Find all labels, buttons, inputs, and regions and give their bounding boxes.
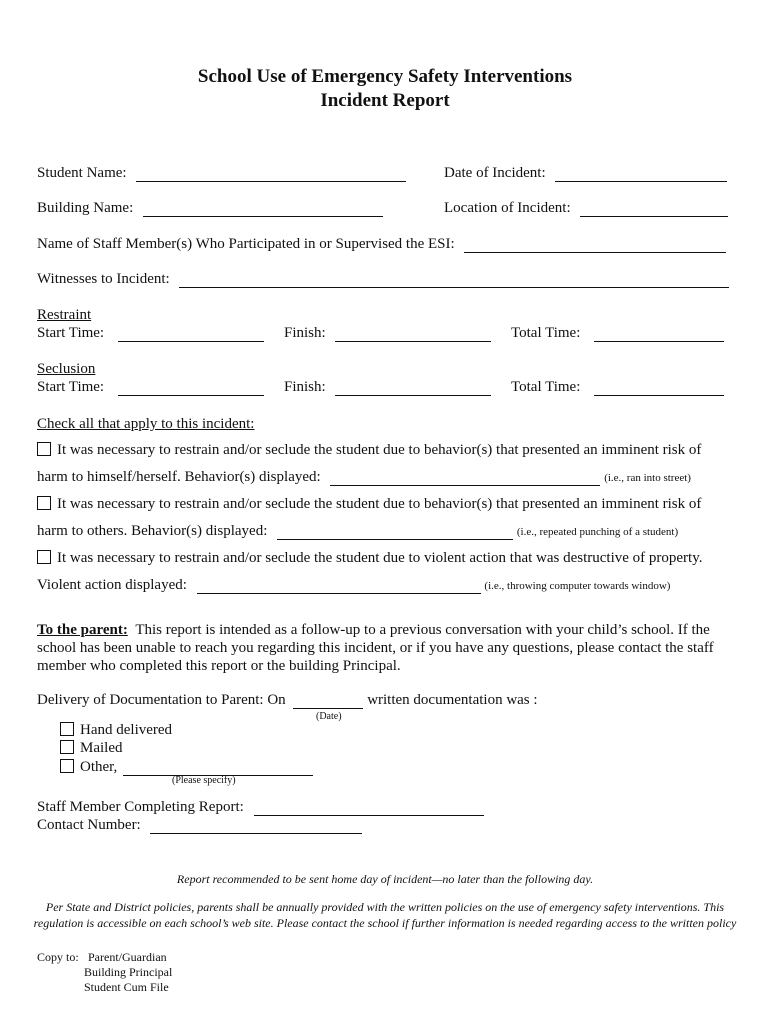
seclusion-start-label: Start Time: — [37, 379, 105, 395]
hand-delivered-label: Hand delivered — [80, 722, 173, 738]
delivery-option-mailed — [60, 740, 123, 757]
delivery-option-other — [60, 759, 313, 776]
staff-members-input[interactable] — [464, 238, 726, 253]
copy-to-label: Copy to: — [37, 950, 79, 964]
seclusion-total-label: Total Time: — [511, 379, 581, 395]
student-name-input[interactable] — [136, 167, 406, 182]
date-of-incident-row — [444, 165, 727, 182]
restraint-finish-row — [284, 325, 491, 342]
recommend-note: Report recommended to be sent home day of incident—no later than the following day. — [176, 872, 594, 886]
location-input[interactable] — [580, 202, 728, 217]
seclusion-finish-label: Finish: — [284, 379, 326, 395]
witnesses-input[interactable] — [179, 273, 729, 288]
check-item-harm-others — [37, 496, 701, 513]
building-name-label: Building Name: — [37, 200, 134, 216]
seclusion-start-input[interactable] — [118, 381, 264, 396]
seclusion-finish-input[interactable] — [335, 381, 491, 396]
delivery-row — [37, 692, 538, 709]
copy-recipient-parent: Parent/Guardian — [88, 950, 167, 964]
other-specify-hint: (Please specify) — [172, 775, 236, 786]
other-specify-input[interactable] — [123, 761, 313, 776]
parent-notice-text: This report is intended as a follow-up to a previous conversation with your child’s school. If the school has been unable to reach you regarding this incident, or if you have any questions, please contact the staff member who completed this report or the building Principal. — [37, 622, 714, 674]
seclusion-total-input[interactable] — [594, 381, 724, 396]
seclusion-finish-row — [284, 379, 491, 396]
location-row — [444, 200, 728, 217]
parent-notice-label: To the parent: — [37, 622, 128, 638]
harm-others-example: (i.e., repeated punching of a student) — [516, 526, 679, 538]
self-harm-behavior-row — [37, 469, 691, 486]
harm-others-behavior-row — [37, 523, 678, 540]
contact-number-input[interactable] — [150, 819, 362, 834]
self-harm-behavior-input[interactable] — [330, 471, 600, 486]
seclusion-start-row — [37, 379, 264, 396]
staff-members-label: Name of Staff Member(s) Who Participated in or Supervised the ESI: — [37, 236, 455, 252]
delivery-date-hint: (Date) — [316, 711, 342, 722]
violent-action-row — [37, 577, 670, 594]
restraint-total-label: Total Time: — [511, 325, 581, 341]
staff-completing-label: Staff Member Completing Report: — [37, 799, 244, 815]
violent-action-example: (i.e., throwing computer towards window) — [484, 580, 671, 592]
restraint-finish-input[interactable] — [335, 327, 491, 342]
delivery-label: Delivery of Documentation to Parent: On — [37, 692, 286, 708]
mailed-label: Mailed — [80, 740, 123, 756]
building-name-row — [37, 200, 383, 217]
check-item-property — [37, 550, 703, 567]
seclusion-total-row — [511, 379, 724, 396]
building-name-input[interactable] — [143, 202, 383, 217]
staff-completing-input[interactable] — [254, 801, 484, 816]
form-title: School Use of Emergency Safety Interventions — [197, 66, 573, 87]
violent-action-input[interactable] — [197, 579, 481, 594]
contact-number-row — [37, 817, 362, 834]
harm-others-checkbox[interactable] — [37, 496, 51, 510]
check-item-self-harm — [37, 442, 701, 459]
self-harm-behavior-label: harm to himself/herself. Behavior(s) displayed: — [37, 469, 321, 485]
self-harm-text: It was necessary to restrain and/or seclude the student due to behavior(s) that presented an imminent risk of — [57, 442, 702, 458]
delivery-option-hand — [60, 722, 172, 739]
hand-delivered-checkbox[interactable] — [60, 722, 74, 736]
student-name-label: Student Name: — [37, 165, 127, 181]
restraint-start-input[interactable] — [118, 327, 264, 342]
witnesses-row — [37, 271, 729, 288]
copy-recipient-cum-file: Student Cum File — [84, 980, 169, 994]
seclusion-heading: Seclusion — [37, 361, 96, 377]
copy-recipient-principal: Building Principal — [84, 965, 173, 979]
witnesses-label: Witnesses to Incident: — [37, 271, 170, 287]
mailed-checkbox[interactable] — [60, 740, 74, 754]
violent-action-label: Violent action displayed: — [37, 577, 187, 593]
form-subtitle: Incident Report — [320, 90, 450, 111]
student-name-row — [37, 165, 406, 182]
date-of-incident-input[interactable] — [555, 167, 727, 182]
property-text: It was necessary to restrain and/or seclude the student due to violent action that was destructive of property. — [57, 550, 703, 566]
self-harm-checkbox[interactable] — [37, 442, 51, 456]
restraint-finish-label: Finish: — [284, 325, 326, 341]
staff-members-row — [37, 236, 726, 253]
date-of-incident-label: Date of Incident: — [444, 165, 546, 181]
restraint-total-input[interactable] — [594, 327, 724, 342]
location-label: Location of Incident: — [444, 200, 571, 216]
restraint-start-row — [37, 325, 264, 342]
restraint-heading: Restraint — [37, 307, 92, 323]
contact-number-label: Contact Number: — [37, 817, 141, 833]
restraint-total-row — [511, 325, 724, 342]
restraint-start-label: Start Time: — [37, 325, 105, 341]
self-harm-example: (i.e., ran into street) — [604, 472, 691, 484]
parent-notice — [37, 621, 727, 675]
property-checkbox[interactable] — [37, 550, 51, 564]
other-checkbox[interactable] — [60, 759, 74, 773]
harm-others-text: It was necessary to restrain and/or seclude the student due to behavior(s) that presented an imminent risk of — [57, 496, 702, 512]
checklist-heading: Check all that apply to this incident: — [37, 416, 255, 432]
delivery-date-input[interactable] — [293, 694, 363, 709]
harm-others-behavior-input[interactable] — [277, 525, 513, 540]
harm-others-behavior-label: harm to others. Behavior(s) displayed: — [37, 523, 268, 539]
delivery-suffix: written documentation was : — [367, 692, 538, 708]
policy-note: Per State and District policies, parents shall be annually provided with the written policies on the use of emergency safety interventions. This regulation is accessible on each school’s web site. Please contact the school if further information is needed regarding access to the written policy — [33, 900, 737, 930]
other-label: Other, — [80, 759, 118, 775]
staff-completing-row — [37, 799, 484, 816]
